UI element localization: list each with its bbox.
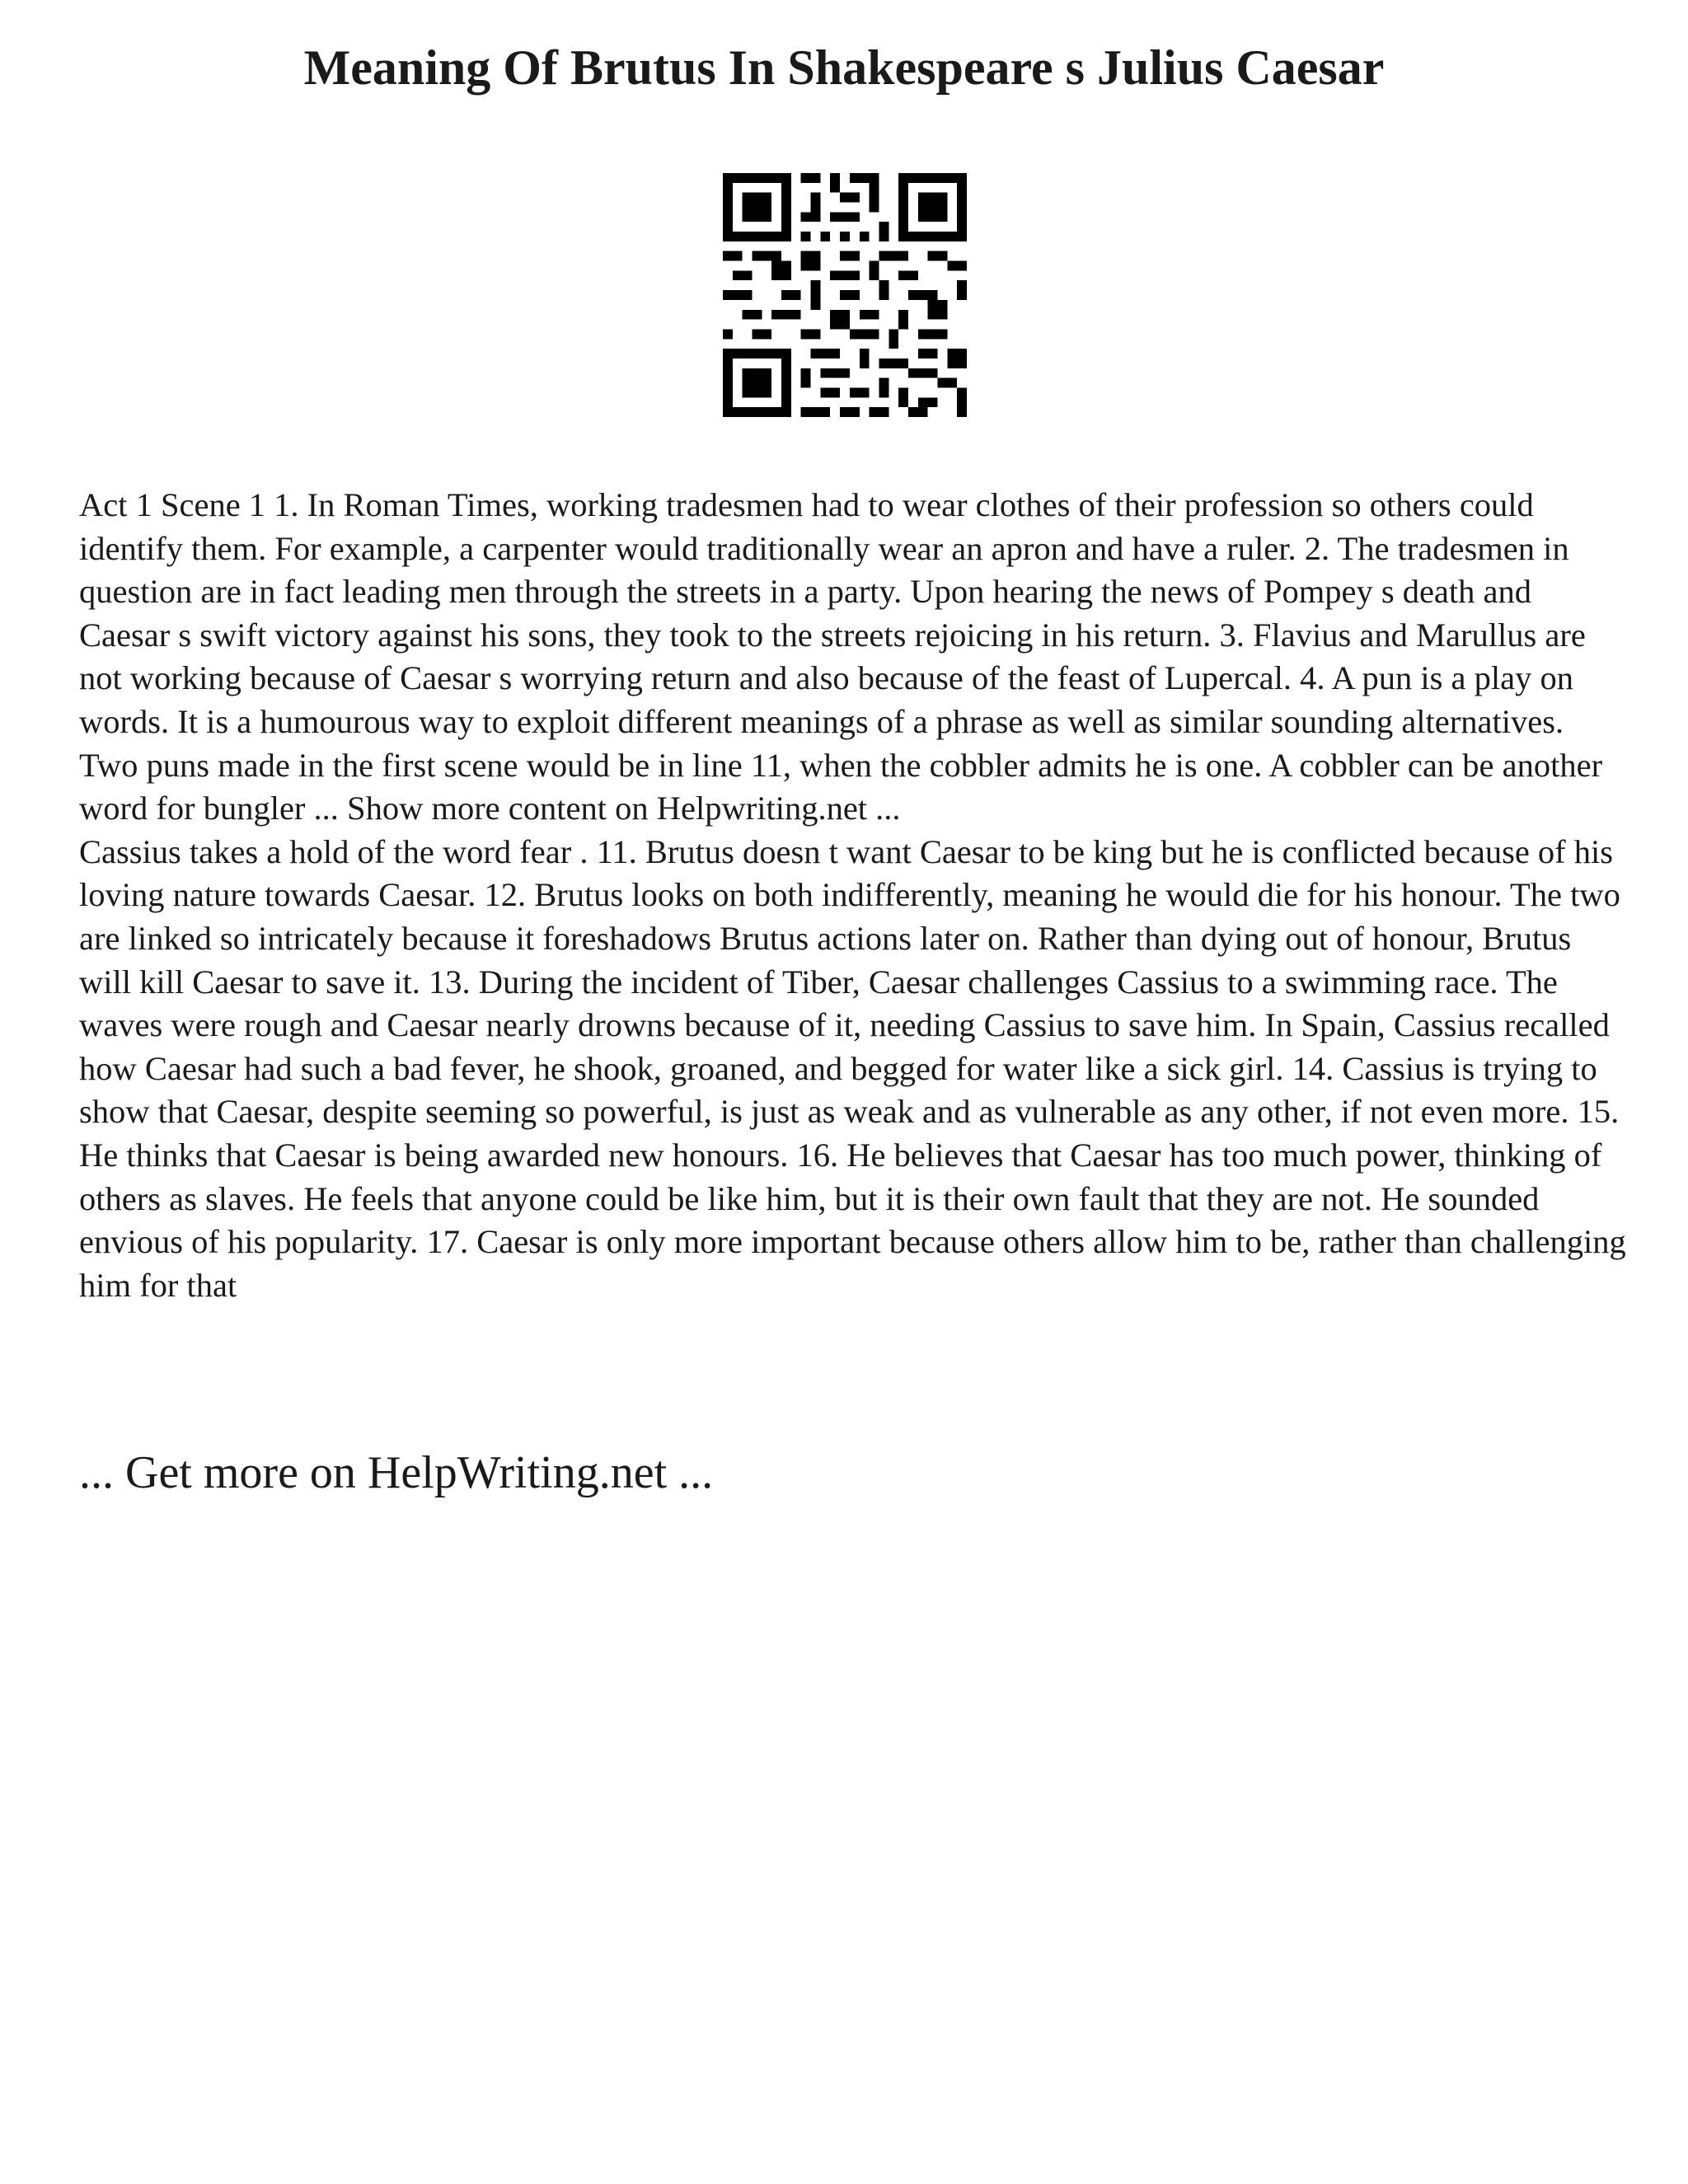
paragraph-1: Act 1 Scene 1 1. In Roman Times, working tradesmen had to wear clothes of their profession so others could identify them. For example, a carpenter would traditionally wear an apron and have a ruler. 2. The tradesmen in question are in fact leading men through the streets in a party. Upon hearing the news of Pompey s death and Caesar s swift victory against his sons, they took to the streets rejoicing in his return. 3. Flavius and Marullus are not working because of Caesar s worrying return and also because of the feast of Lupercal. 4. A pun is a play on words. It is a humourous way to exploit different meanings of a phrase as well as similar sounding alternatives. Two puns made in the first scene would be in line 11, when the cobbler admits he is one. A cobbler can be another word for bungler ... Show more content on Helpwriting.net ...	[79, 486, 1603, 827]
article-body	[79, 484, 1629, 1307]
document-title: Meaning Of Brutus In Shakespeare s Julius Caesar	[303, 40, 1385, 95]
get-more-link[interactable]: ... Get more on HelpWriting.net ...	[79, 1447, 714, 1498]
qr-code-graphic	[723, 173, 967, 417]
paragraph-2: Cassius takes a hold of the word fear . 11. Brutus doesn t want Caesar to be king but he is conflicted because of his loving nature towards Caesar. 12. Brutus looks on both indifferently, meaning he would die for his honour. The two are linked so intricately because it foreshadows Brutus actions later on. Rather than dying out of honour, Brutus will kill Caesar to save it. 13. During the incident of Tiber, Caesar challenges Cassius to a swimming race. The waves were rough and Caesar nearly drowns because of it, needing Cassius to save him. In Spain, Cassius recalled how Caesar had such a bad fever, he shook, groaned, and begged for water like a sick girl. 14. Cassius is trying to show that Caesar, despite seeming so powerful, is just as weak and as vulnerable as any other, if not even more. 15. He thinks that Caesar is being awarded new honours. 16. He believes that Caesar has too much power, thinking of others as slaves. He feels that anyone could be like him, but it is their own fault that they are not. He sounded envious of his popularity. 17. Caesar is only more important because others allow him to be, rather than challenging him for that	[79, 832, 1626, 1304]
qr-code-icon	[723, 173, 967, 417]
